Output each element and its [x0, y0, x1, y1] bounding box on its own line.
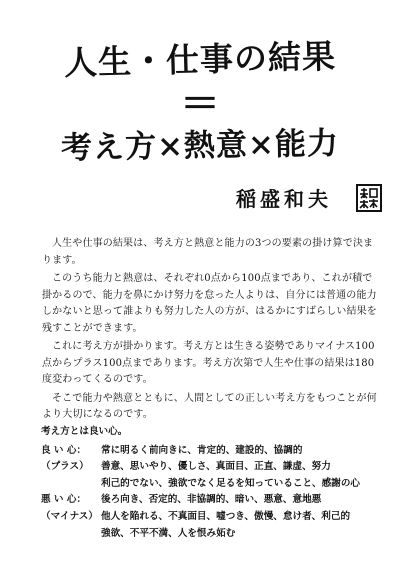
bad-mind-line: 後ろ向き、否定的、非協調的、暗い、悪意、意地悪 [101, 494, 322, 506]
mindset-heading: 考え方とは良い心。 [41, 426, 128, 437]
bad-mind-row-2 [41, 509, 386, 526]
good-mind-line: 利己的でない、強欲でなく足るを知っていること、感謝の心 [101, 477, 361, 489]
good-mind-sublabel: （プラス） [41, 461, 89, 473]
bad-mind-row-1 [41, 492, 386, 509]
paragraph-3: これに考え方が掛かります。考え方とは生きる姿勢でありマイナス100点からプラス100点まであります。考え方次第で人生や仕事の結果は180度変わってくるのです。 [42, 341, 375, 385]
bad-mind-row-3 [41, 526, 386, 543]
mindset-section [41, 424, 386, 542]
good-mind-line: 常に明るく前向きに、肯定的、建設的、協調的 [101, 444, 303, 456]
good-mind-row-3 [41, 476, 386, 493]
good-mind-line: 善意、思いやり、優しさ、真面目、正直、謙虚、努力 [101, 461, 331, 473]
author-name: 稲盛和夫 [236, 187, 332, 211]
seal-stamp-icon [356, 184, 382, 212]
paragraph-1: 人生や仕事の結果は、考え方と熱意と能力の3つの要素の掛け算で決まります。 [42, 238, 374, 266]
bad-mind-sublabel: （マイナス） [41, 510, 98, 522]
title-line-3: 考え方×熱意×能力 [60, 125, 340, 167]
title-equals: ＝ [180, 80, 220, 127]
good-mind-label: 良 い 心： [41, 444, 87, 456]
good-mind-row-1 [41, 443, 386, 460]
bad-mind-label: 悪 い 心： [41, 494, 87, 506]
title-line-1: 人生・仕事の結果 [63, 36, 337, 83]
paragraph-4: そこで能力や熱意とともに、人間としての正しい考え方をもつことが何より大切になるのです。 [42, 392, 377, 420]
body-text [42, 236, 382, 426]
bad-mind-line: 強欲、不平不満、人を恨み妬む [101, 527, 236, 539]
bad-mind-line: 他人を陥れる、不真面目、嘘つき、傲慢、怠け者、利己的 [101, 510, 351, 522]
author-signature [236, 184, 386, 216]
good-mind-row-2 [41, 459, 386, 476]
paragraph-2: このうち能力と熱意は、それぞれ0点から100点まであり、これが積で掛かるので、能力を鼻にかけ努力を怠った人よりは、自分には普通の能力しかないと思って誰よりも努力した人の方が、はるかにすばらしい結果を残すことができます。 [42, 273, 377, 334]
